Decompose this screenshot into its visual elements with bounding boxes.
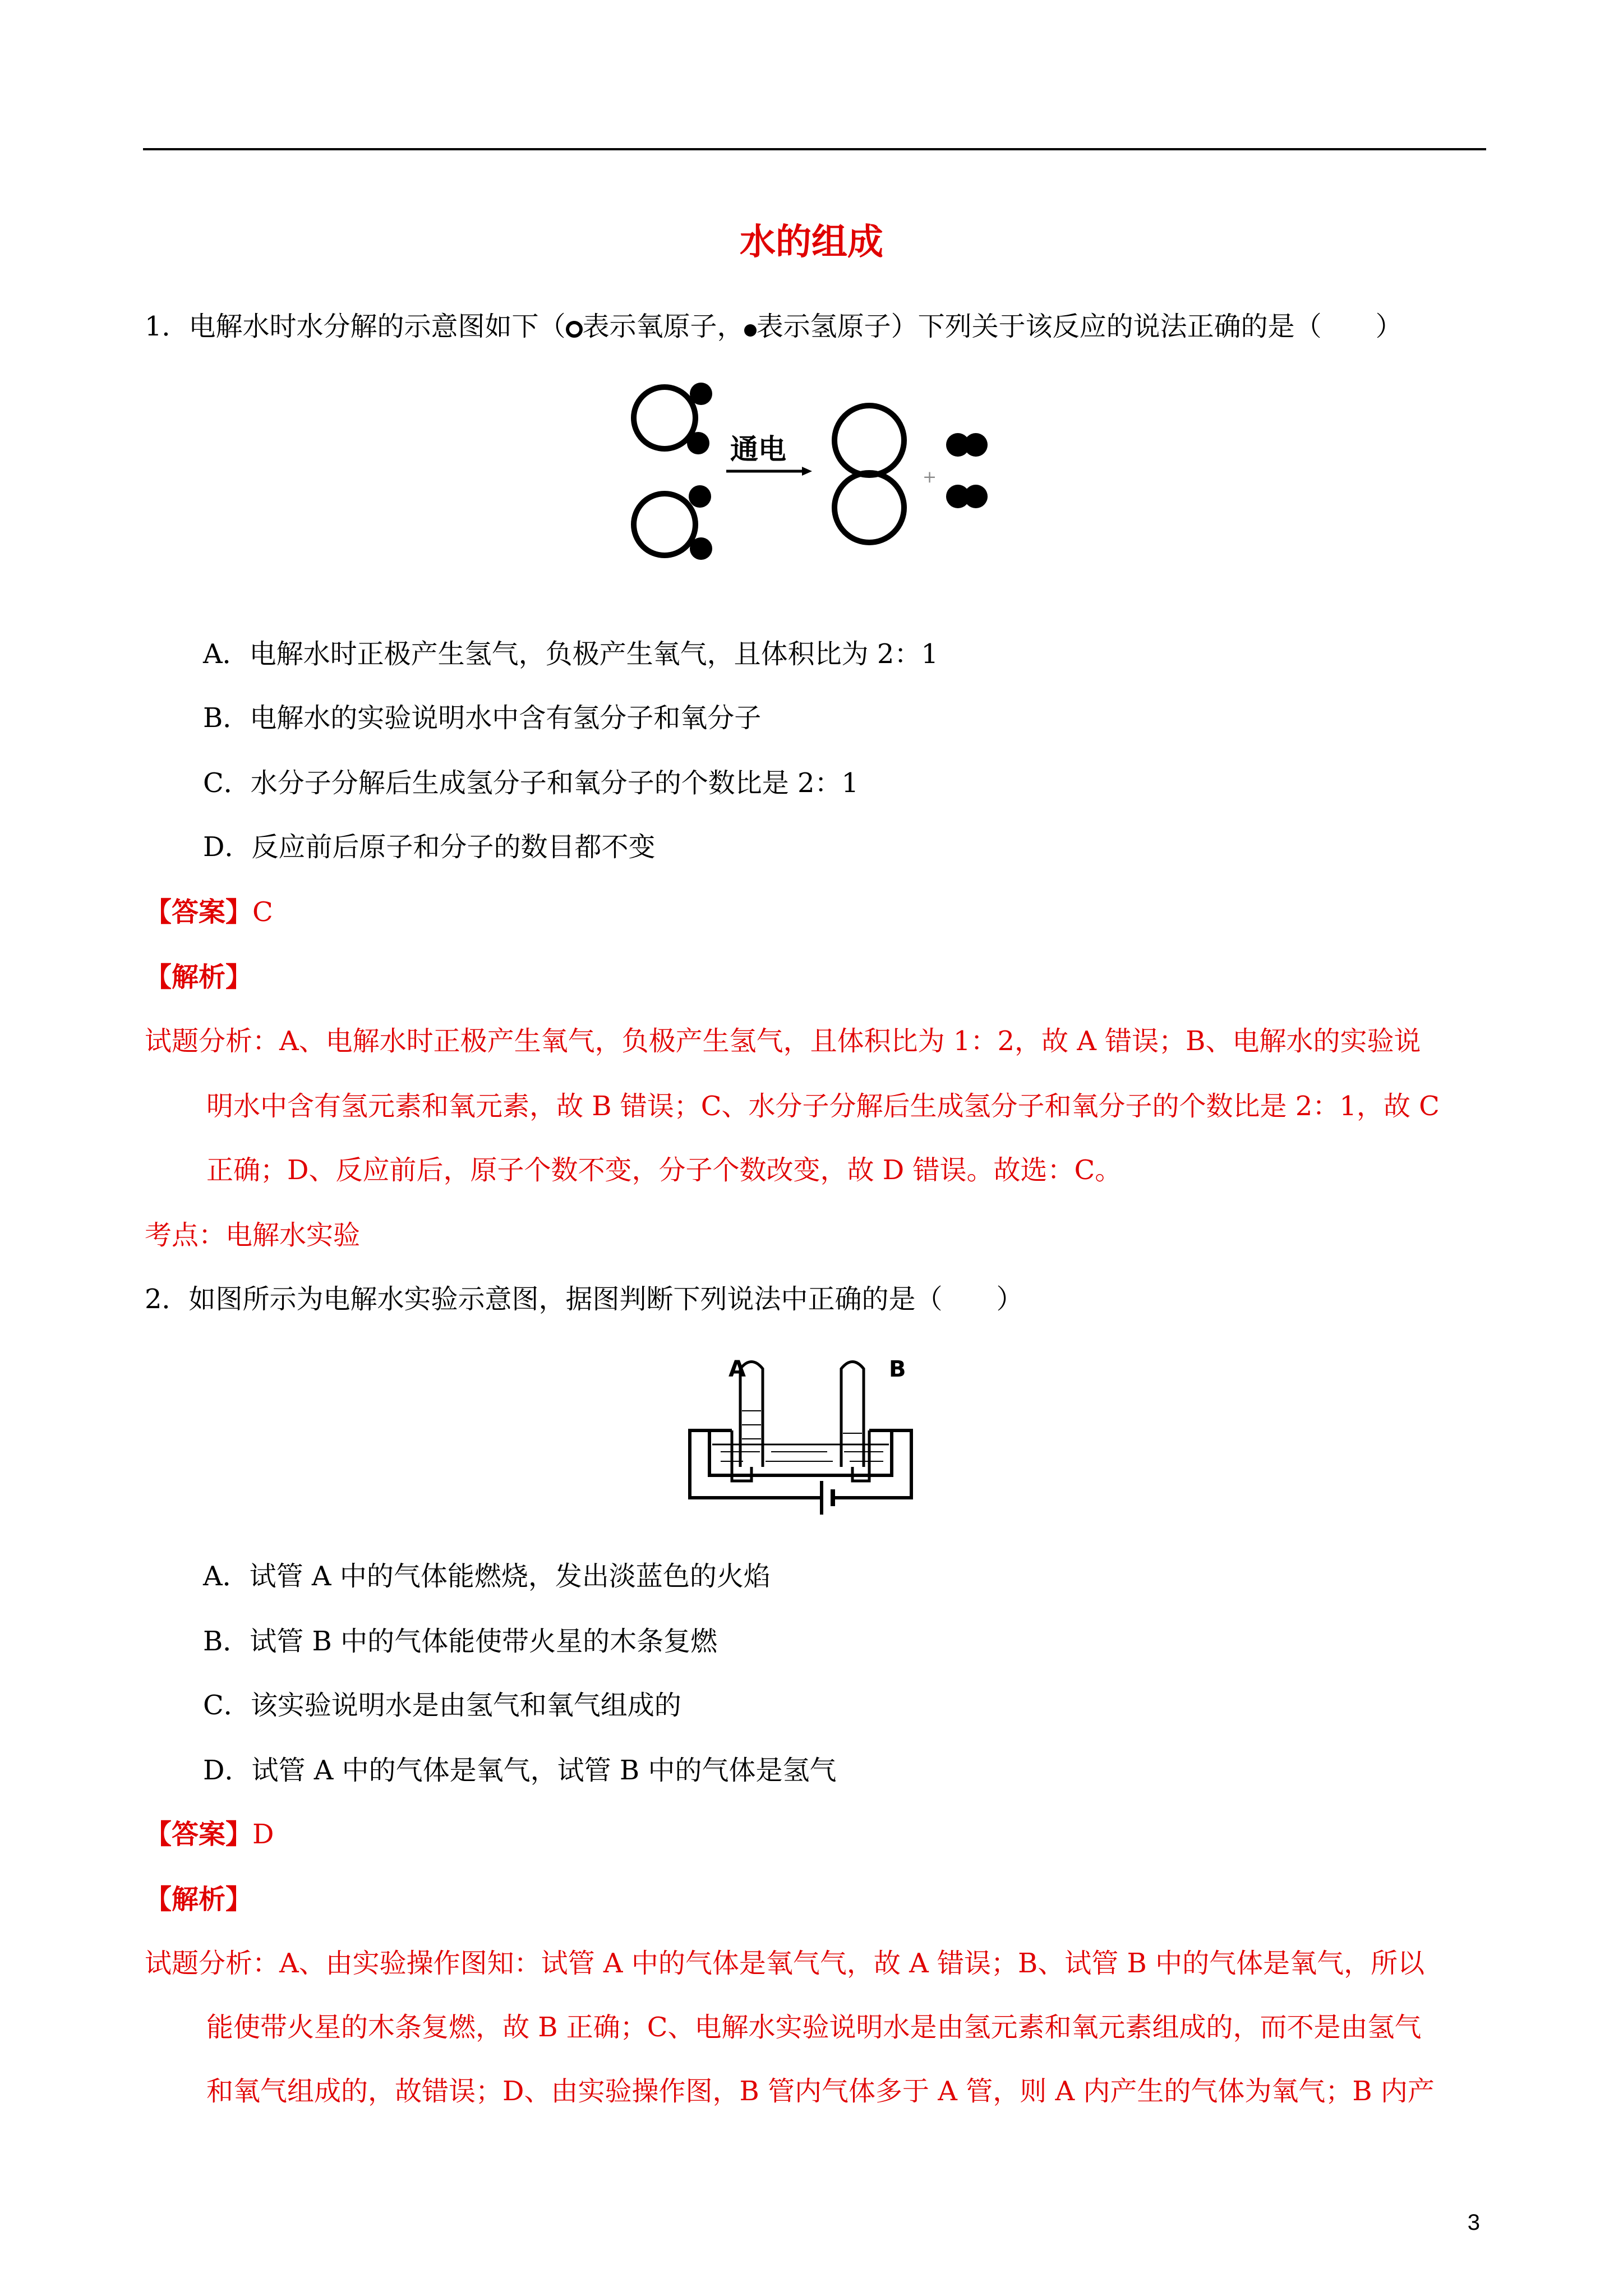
q2-analysis-line-1: 试题分析：A、由实验操作图知：试管 A 中的气体是氧气气，故 A 错误；B、试管 B 中的气体是氧气，所以: [145, 1948, 1425, 1979]
q1-stem-part-c: 表示氢原子）下列关于该反应的说法正确的是（ ）: [756, 311, 1403, 342]
reaction-condition-label: 通电: [730, 433, 786, 466]
oxygen-atom-icon: [566, 321, 583, 338]
q1-stem-part-a: 1．电解水时水分解的示意图如下（: [145, 311, 566, 342]
page-number: 3: [1467, 2210, 1480, 2235]
q2-answer: [145, 1818, 274, 1851]
electrolysis-apparatus-figure: [681, 1346, 956, 1520]
q2-option-a: A．试管 A 中的气体能燃烧，发出淡蓝色的火焰: [203, 1561, 771, 1592]
page-title: 水的组成: [740, 222, 883, 263]
q2-analysis-line-2: 能使带火星的木条复燃，故 B 正确；C、电解水实验说明水是由氢元素和氧元素组成的，而不是由氢气: [206, 2012, 1422, 2043]
tube-b-label: B: [889, 1356, 906, 1382]
q2-option-c: C．该实验说明水是由氢气和氧气组成的: [203, 1690, 681, 1721]
tube-a-label: A: [728, 1356, 746, 1382]
q1-analysis-line-3: 正确；D、反应前后，原子个数不变，分子个数改变，故 D 错误。故选：C。: [206, 1154, 1122, 1186]
q1-option-b: B．电解水的实验说明水中含有氢分子和氧分子: [203, 702, 762, 734]
q2-analysis-line-3: 和氧气组成的，故错误；D、由实验操作图，B 管内气体多于 A 管，则 A 内产生的气体为氧气；B 内产: [206, 2076, 1435, 2107]
q1-option-c: C．水分子分解后生成氢分子和氧分子的个数比是 2：1: [203, 767, 859, 799]
q2-option-d: D．试管 A 中的气体是氧气，试管 B 中的气体是氢气: [203, 1755, 837, 1786]
header-rule: [143, 148, 1486, 150]
q1-answer-value: C: [252, 896, 273, 928]
svg-text:+: +: [923, 467, 937, 487]
question-1-stem: [145, 310, 1403, 343]
q1-keypoint: 考点：电解水实验: [145, 1220, 361, 1251]
q1-answer: [145, 895, 273, 929]
hydrogen-atom-icon: [744, 324, 757, 337]
q2-answer-tag: 【答案】: [145, 1819, 253, 1850]
q1-option-a: A．电解水时正极产生氢气，负极产生氧气，且体积比为 2：1: [203, 638, 939, 670]
q2-analysis-tag: 【解析】: [145, 1884, 253, 1915]
q2-answer-value: D: [252, 1819, 274, 1850]
q1-analysis-tag: 【解析】: [145, 961, 253, 993]
q1-stem-part-b: 表示氧原子，: [582, 311, 744, 342]
q1-analysis-line-2: 明水中含有氢元素和氧元素，故 B 错误；C、水分子分解后生成氢分子和氧分子的个数比是 2：1，故 C: [206, 1091, 1440, 1122]
water-decomposition-figure: [623, 370, 1015, 572]
q2-option-b: B．试管 B 中的气体能使带火星的木条复燃: [203, 1626, 718, 1657]
q1-answer-tag: 【答案】: [145, 896, 253, 928]
q1-option-d: D．反应前后原子和分子的数目都不变: [203, 831, 656, 863]
question-2-stem: 2．如图所示为电解水实验示意图，据图判断下列说法中正确的是（ ）: [145, 1283, 1023, 1315]
q1-analysis-line-1: 试题分析：A、电解水时正极产生氧气，负极产生氢气，且体积比为 1：2，故 A 错误；B、电解水的实验说: [145, 1025, 1421, 1057]
